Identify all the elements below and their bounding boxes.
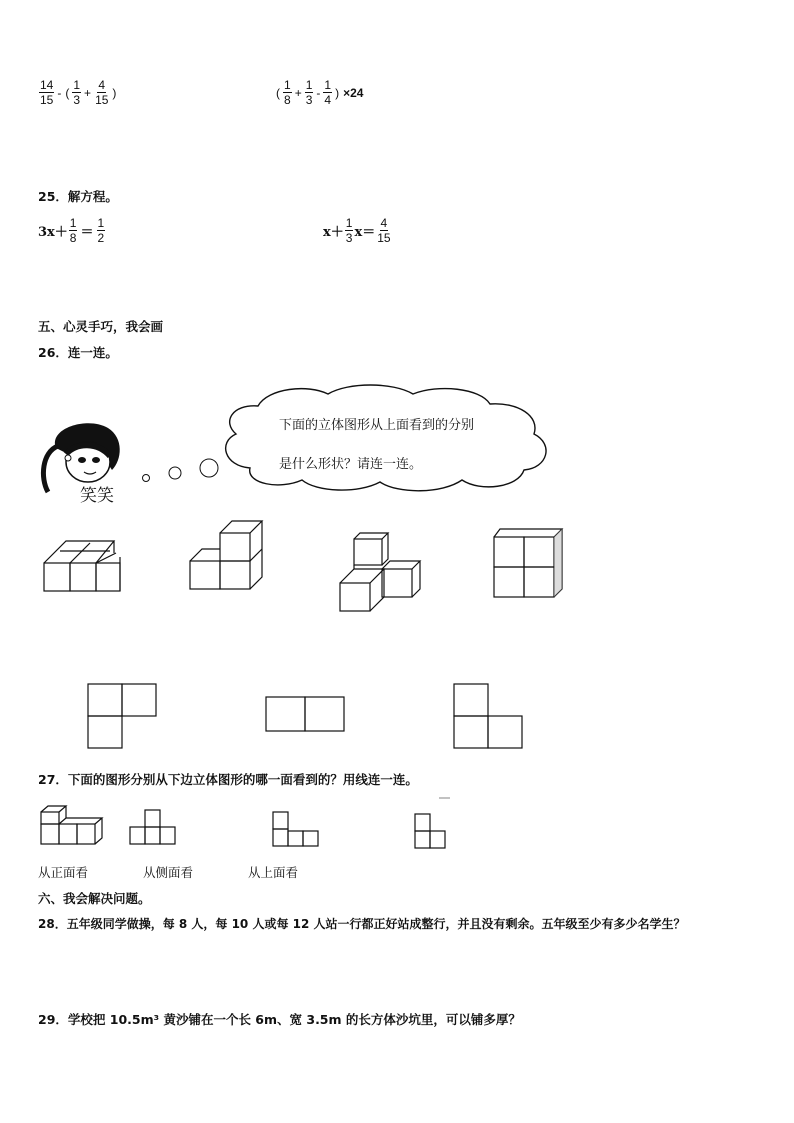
solid-figure-3 [336, 529, 430, 615]
label-side-view: 从侧面看 [143, 865, 194, 880]
label-top-view: 从上面看 [248, 865, 299, 880]
top-view-shape-1 [86, 682, 160, 750]
bubble-text-line-1: 下面的立体图形从上面看到的分别 [279, 418, 475, 433]
q27-view-shape-3 [413, 812, 449, 852]
q26-title: 26．连一连。 [38, 345, 118, 360]
solid-figure-2 [186, 517, 266, 595]
solid-figure-4 [490, 527, 570, 599]
q27-title: 27．下面的图形分别从下边立体图形的哪一面看到的？用线连一连。 [38, 772, 418, 787]
fraction: $\frac{4}{15}$ [95, 78, 109, 107]
q27-view-shape-2 [271, 810, 321, 850]
fraction: $\frac{1}{8}$ [284, 78, 291, 107]
fraction: $\frac{1}{3}$ [305, 78, 313, 107]
fraction: $\frac{14}{15}$ [40, 78, 54, 107]
q29-text: 29．学校把 10.5m³ 黄沙铺在一个长 6m、宽 3.5m 的长方体沙坑里，可以铺多厚？ [38, 1012, 521, 1027]
top-view-shape-2 [264, 695, 348, 735]
q25-equation-2: x＋ $\frac{1}{3}$ x＝ $\frac{4}{15}$ [323, 216, 391, 245]
q27-solid-figure [38, 804, 104, 848]
girl-name: 笑笑 [80, 486, 114, 506]
q25-equation-1: 3x＋ $\frac{1}{8}$ ＝ $\frac{1}{2}$ [38, 216, 105, 245]
calc-expression-2: ( $\frac{1}{8}$ + $\frac{1}{3}$ - $\frac{1}{4}$ ) ×24 [276, 78, 364, 107]
stray-dash-mark [438, 796, 452, 800]
bubble-text-line-2: 是什么形状？请连一连。 [279, 457, 423, 472]
section6-title: 六、我会解决问题。 [38, 891, 151, 906]
top-view-shape-3 [452, 682, 526, 750]
fraction: $\frac{4}{15}$ [377, 216, 391, 245]
fraction: $\frac{1}{3}$ [345, 216, 353, 245]
fraction: $\frac{1}{4}$ [324, 78, 332, 107]
label-front-view: 从正面看 [38, 865, 89, 880]
section5-title: 五、心灵手巧，我会画 [38, 319, 164, 334]
solid-figure-1 [40, 535, 130, 595]
cloud-speech-bubble [218, 384, 558, 494]
thought-bubbles [138, 456, 222, 486]
q25-title: 25．解方程。 [38, 189, 118, 204]
fraction: $\frac{1}{3}$ [73, 78, 81, 107]
fraction: $\frac{1}{8}$ [69, 216, 77, 245]
q27-view-shape-1 [129, 808, 179, 848]
q28-text: 28．五年级同学做操，每 8 人，每 10 人或每 12 人站一行都正好站成整行，并且没有剩余。五年级至少有多少名学生？ [38, 917, 686, 931]
calc-expression-1: $\frac{14}{15}$ - ( $\frac{1}{3}$ + $\frac{4}{15}$ ) [40, 78, 117, 107]
fraction: $\frac{1}{2}$ [97, 216, 105, 245]
